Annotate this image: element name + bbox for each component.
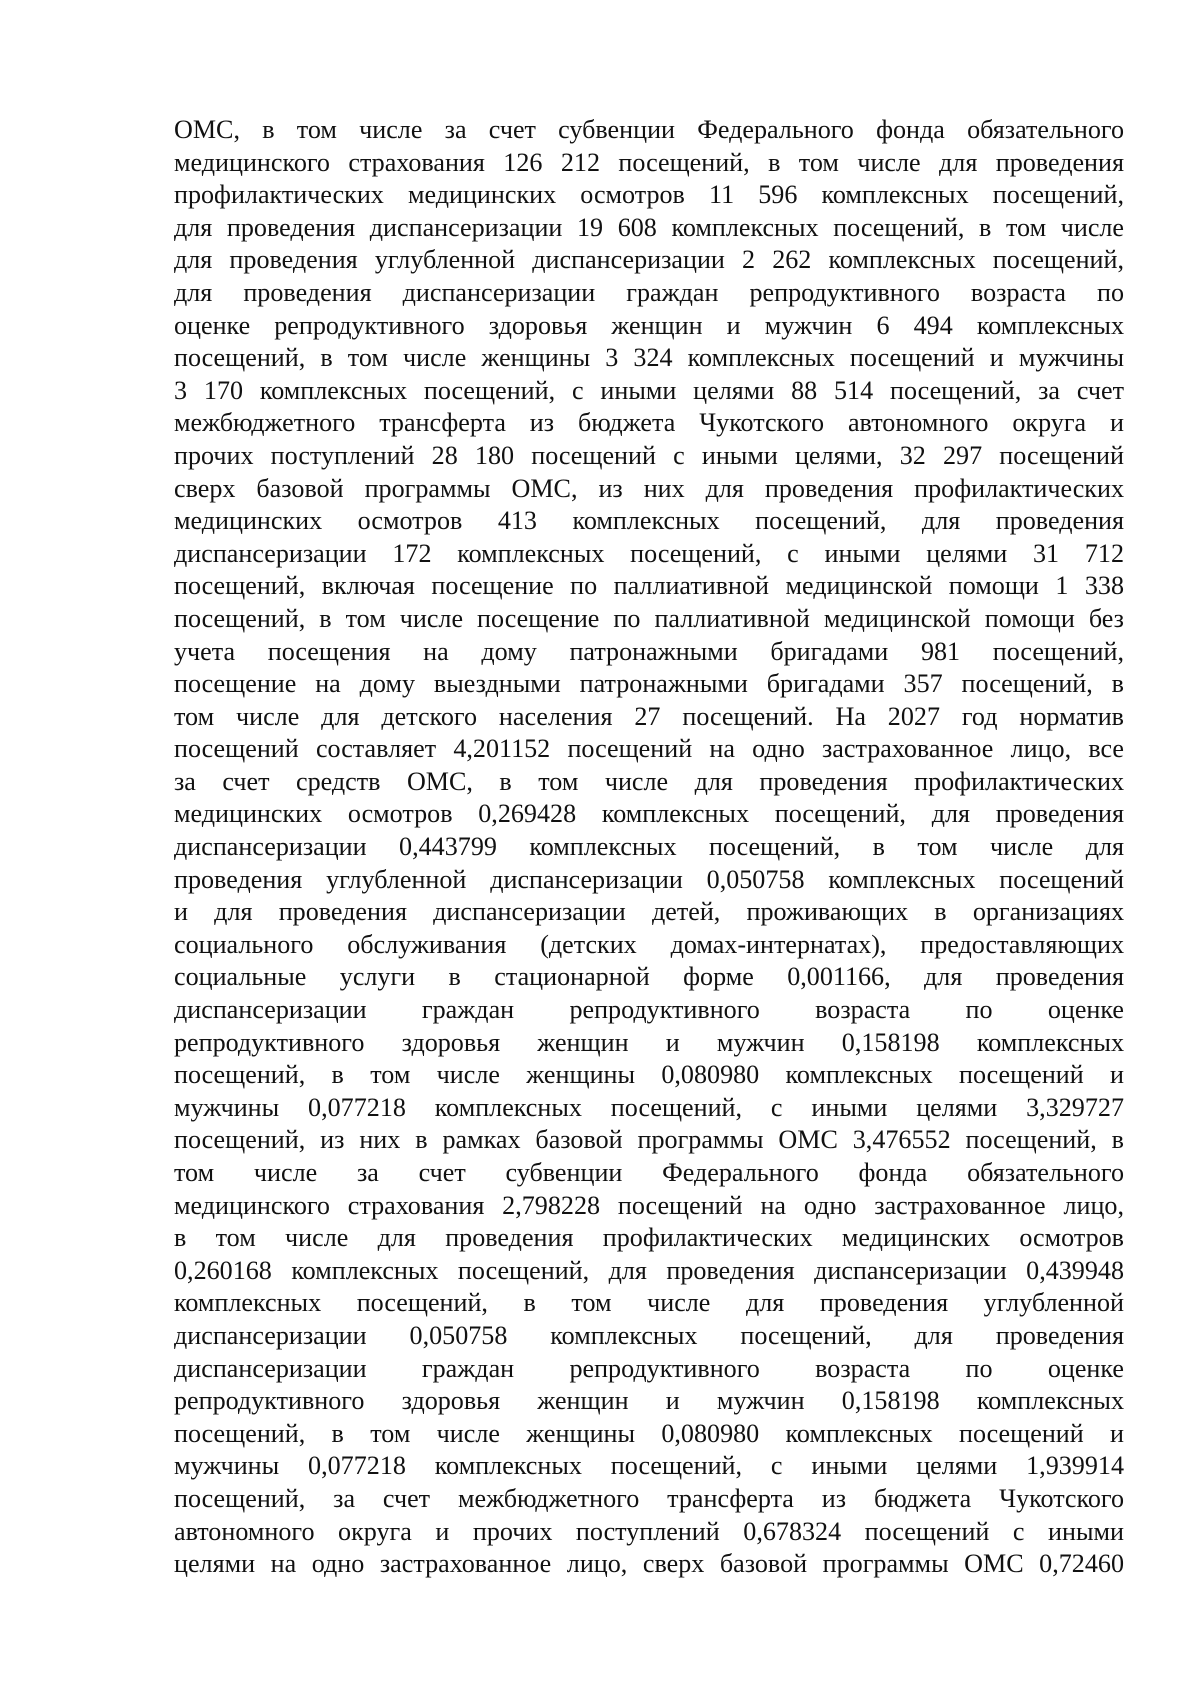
text-line: том числе для детского населения 27 посещений. На 2027 год норматив <box>174 701 1124 731</box>
text-line: посещение на дому выездными патронажными бригадами 357 посещений, в <box>174 669 1124 699</box>
text-line: прочих поступлений 28 180 посещений с иными целями, 32 297 посещений <box>174 440 1124 470</box>
text-line: репродуктивного здоровья женщин и мужчин 0,158198 комплексных <box>174 1027 1124 1057</box>
text-line: социальные услуги в стационарной форме 0,001166, для проведения <box>174 962 1124 992</box>
text-line: целями на одно застрахованное лицо, сверх базовой программы ОМС 0,72460 <box>174 1549 1124 1579</box>
text-line: медицинского страхования 126 212 посещений, в том числе для проведения <box>174 147 1124 177</box>
text-line: диспансеризации 0,443799 комплексных посещений, в том числе для <box>174 832 1124 862</box>
text-line: 3 170 комплексных посещений, с иными целями 88 514 посещений, за счет <box>174 375 1124 405</box>
text-line: сверх базовой программы ОМС, из них для проведения профилактических <box>174 473 1124 503</box>
text-line: мужчины 0,077218 комплексных посещений, с иными целями 3,329727 <box>174 1092 1124 1122</box>
text-line: медицинского страхования 2,798228 посещений на одно застрахованное лицо, <box>174 1190 1124 1220</box>
text-line: проведения углубленной диспансеризации 0,050758 комплексных посещений <box>174 864 1124 894</box>
text-line: ОМС, в том числе за счет субвенции Федерального фонда обязательного <box>174 115 1124 144</box>
text-line: социального обслуживания (детских домах-интернатах), предоставляющих <box>174 929 1124 959</box>
text-line: медицинских осмотров 413 комплексных посещений, для проведения <box>174 506 1124 536</box>
text-line: профилактических медицинских осмотров 11 596 комплексных посещений, <box>174 180 1124 210</box>
text-line: посещений составляет 4,201152 посещений на одно застрахованное лицо, все <box>174 734 1124 764</box>
text-line: для проведения диспансеризации граждан репродуктивного возраста по <box>174 277 1124 307</box>
text-line: посещений, в том числе женщины 0,080980 комплексных посещений и <box>174 1418 1124 1448</box>
text-line: посещений, в том числе женщины 0,080980 комплексных посещений и <box>174 1060 1124 1090</box>
text-line: оценке репродуктивного здоровья женщин и мужчин 6 494 комплексных <box>174 310 1124 340</box>
text-line: диспансеризации граждан репродуктивного возраста по оценке <box>174 995 1124 1025</box>
text-line: посещений, в том числе посещение по паллиативной медицинской помощи без <box>174 603 1124 633</box>
text-line: за счет средств ОМС, в том числе для проведения профилактических <box>174 766 1124 796</box>
text-line: диспансеризации граждан репродуктивного возраста по оценке <box>174 1353 1124 1383</box>
text-line: межбюджетного трансферта из бюджета Чукотского автономного округа и <box>174 408 1124 438</box>
text-line: автономного округа и прочих поступлений 0,678324 посещений с иными <box>174 1516 1124 1546</box>
text-line: учета посещения на дому патронажными бригадами 981 посещений, <box>174 636 1124 666</box>
text-line: мужчины 0,077218 комплексных посещений, с иными целями 1,939914 <box>174 1451 1124 1481</box>
text-line: посещений, за счет межбюджетного трансферта из бюджета Чукотского <box>174 1483 1124 1513</box>
text-line: том числе за счет субвенции Федерального фонда обязательного <box>174 1158 1124 1187</box>
document-body-text <box>174 114 1124 1581</box>
text-line: диспансеризации 0,050758 комплексных посещений, для проведения <box>174 1320 1124 1350</box>
text-line: посещений, в том числе женщины 3 324 комплексных посещений и мужчины <box>174 343 1124 373</box>
text-line: 0,260168 комплексных посещений, для проведения диспансеризации 0,439948 <box>174 1255 1124 1285</box>
text-line: диспансеризации 172 комплексных посещений, с иными целями 31 712 <box>174 538 1124 568</box>
text-line: комплексных посещений, в том числе для проведения углубленной <box>174 1288 1124 1318</box>
text-line: посещений, включая посещение по паллиативной медицинской помощи 1 338 <box>174 571 1124 601</box>
text-line: посещений, из них в рамках базовой программы ОМС 3,476552 посещений, в <box>174 1125 1124 1155</box>
text-line: для проведения диспансеризации 19 608 комплексных посещений, в том числе <box>174 212 1124 242</box>
text-line: и для проведения диспансеризации детей, проживающих в организациях <box>174 897 1124 927</box>
text-line: в том числе для проведения профилактических медицинских осмотров <box>174 1223 1124 1253</box>
text-line: репродуктивного здоровья женщин и мужчин 0,158198 комплексных <box>174 1386 1124 1416</box>
text-line: медицинских осмотров 0,269428 комплексных посещений, для проведения <box>174 799 1124 829</box>
text-line: для проведения углубленной диспансеризации 2 262 комплексных посещений, <box>174 245 1124 275</box>
